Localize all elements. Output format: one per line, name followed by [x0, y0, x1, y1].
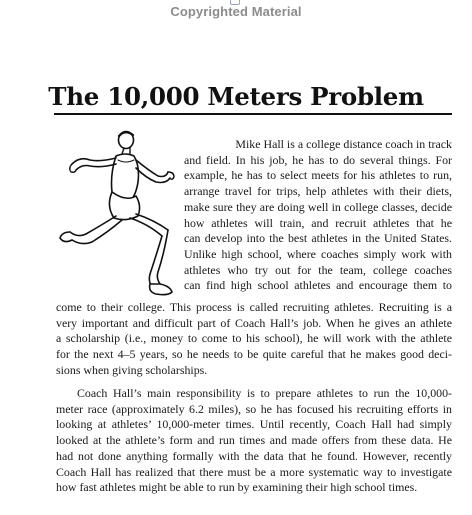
text-line: make sure they are doing well in college classes, decide — [184, 199, 452, 214]
intro-paragraph-full — [56, 300, 452, 379]
text-line: very important and difficult part of Coach Hall’s job. When he gives an athlete — [56, 315, 452, 330]
text-line: athletes who try out for the team, college coaches — [184, 262, 452, 277]
text-line: meter race (approximately 6.2 miles), so he has focused his recruiting efforts in — [56, 401, 452, 416]
copyright-watermark: Copyrighted Material — [170, 4, 302, 19]
text-line: looking at athletes’ 10,000-meter times. Until recently, Coach Hall had simply — [56, 417, 452, 432]
text-line: had not done anything formally with the data that he found. However, recently — [56, 448, 452, 463]
text-line: how athletes will train, and recruit athletes that he — [184, 215, 452, 230]
text-line: Coach Hall’s main responsibility is to prepare athletes to run the 10,000- — [77, 386, 452, 400]
text-line: come to their college. This process is called recruiting athletes. Recruiting is a — [56, 300, 452, 314]
text-line: Mike Hall is a college distance coach in track — [235, 137, 452, 151]
text-line: example, he has to select meets for his athletes to run, — [184, 168, 452, 183]
text-line: a scholarship (i.e., money to come to his school), he will work with the athlete — [56, 331, 452, 346]
text-line: for the next 4–5 years, so he needs to be quite careful that he makes good deci- — [56, 347, 452, 362]
text-line: can find high school athletes and encourage them to — [184, 278, 452, 293]
text-line: can develop into the best athletes in the United States. — [184, 231, 452, 246]
text-line: sions when giving scholarships. — [56, 362, 208, 377]
text-line: arrange travel for trips, help athletes with their diets, — [184, 184, 452, 199]
intro-paragraph-wrapped — [184, 137, 452, 294]
text-line: and field. In his job, he has to do several things. For — [184, 152, 452, 167]
text-line: Coach Hall has realized that there must be a more systematic way to investigate — [56, 464, 452, 479]
runner-icon — [56, 126, 184, 298]
text-line: Unlike high school, where coaches simply work with — [184, 247, 452, 262]
text-line: how fast athletes might be able to run by examining their high school times. — [56, 480, 418, 495]
responsibility-paragraph — [56, 386, 452, 496]
title-underline — [54, 113, 452, 115]
chapter-title: The 10,000 Meters Problem — [48, 82, 424, 111]
text-line: looked at the athlete’s form and run times and made offers from these data. He — [56, 433, 452, 448]
